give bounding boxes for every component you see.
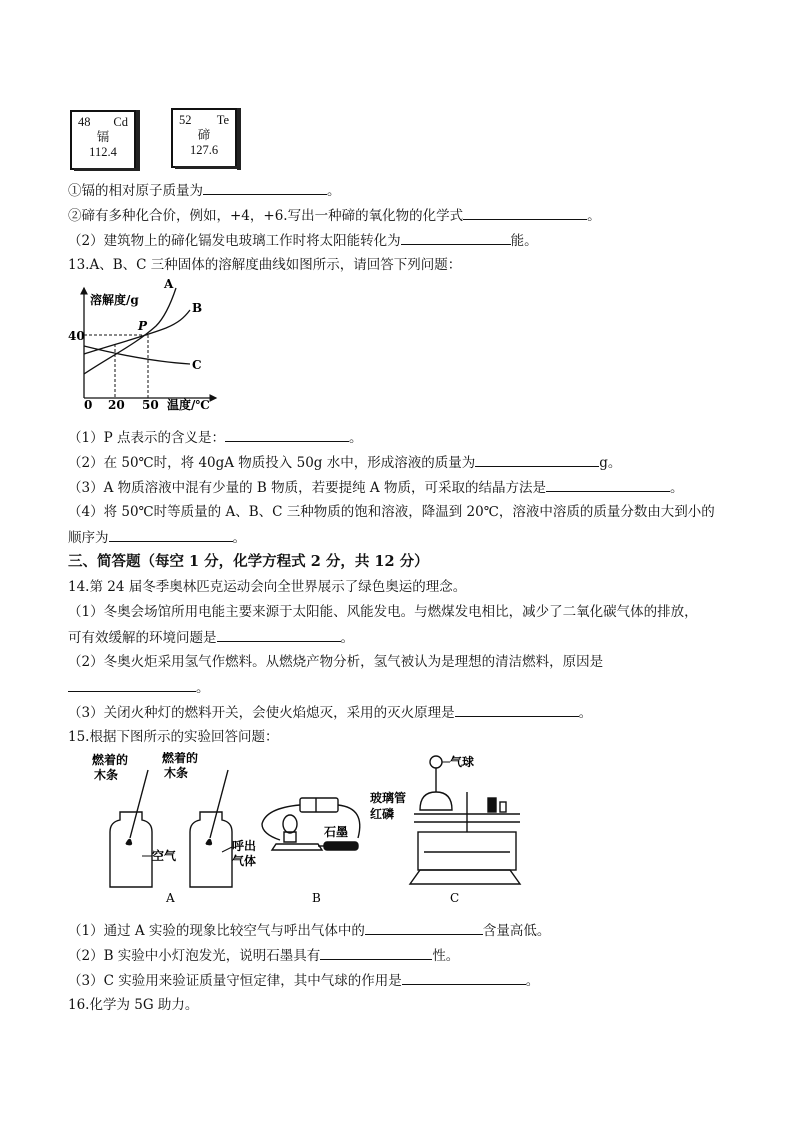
curve-b-label: B [192,301,203,315]
solubility-chart [66,278,226,414]
label-graphite: 石墨 [324,825,349,839]
q13-part-1: （1）P 点表示的含义是： 。 [68,427,362,448]
x-tick-0: 0 [84,398,93,412]
label-stick-1: 木条 [94,768,119,782]
answer-blank[interactable] [475,452,599,467]
q12-line-1: ①镉的相对原子质量为 。 [68,180,341,201]
answer-blank[interactable] [401,230,511,245]
element-symbol: Te [216,113,229,127]
bottle-air [110,812,152,887]
label-red-phosphorus: 红磷 [370,807,395,821]
card-shadow [175,166,241,169]
q13-intro: 13.A、B、C 三种固体的溶解度曲线如图所示，请回答下列问题： [68,257,462,273]
lamp-stand [272,844,322,850]
curve-c-label: C [192,358,202,372]
balloon-icon [430,756,442,768]
experiment-a [110,770,232,887]
element-name: 镉 [96,130,110,144]
answer-blank[interactable] [455,702,579,717]
y-axis-label: 溶解度/g [90,293,139,307]
q15-part-2: （2）B 实验中小灯泡发光，说明石墨具有 性。 [68,945,459,966]
experiment-c [410,756,520,884]
curve-b [84,310,190,354]
element-symbol: Cd [113,115,128,129]
q13-part-2: （2）在 50℃时，将 40gA 物质投入 50g 水中，形成溶液的质量为 g。 [68,452,621,473]
experiment-b [262,798,360,850]
q15-intro: 15.根据下图所示的实验回答问题： [68,729,279,745]
answer-blank[interactable] [546,477,670,492]
flame-icon [126,839,131,844]
q13-part-4a: （4）将 50℃时等质量的 A、B、C 三种物质的饱和溶液，降温到 20℃，溶液中溶质的质量分数由大到小的 [68,504,715,520]
label-burning-2: 燃着的 [162,752,199,765]
label-glass-tube: 玻璃管 [370,791,407,805]
q14-intro: 14.第 24 届冬季奥林匹克运动会向全世界展示了绿色奥运的理念。 [68,579,467,595]
q13-part-4b: 顺序为 。 [68,527,246,548]
q15-part-3: （3）C 实验用来验证质量守恒定律，其中气球的作用是 。 [68,970,539,991]
caption-a: A [166,891,175,905]
label-balloon: 气球 [450,755,475,769]
experiment-figure [90,752,540,908]
answer-blank[interactable] [463,205,587,220]
wire [262,805,300,840]
stick-2 [210,770,228,838]
section-3-title: 三、简答题（每空 1 分，化学方程式 2 分，共 12 分） [68,553,429,570]
weight-icon [500,802,506,812]
atomic-number: 48 [78,115,91,129]
q14-part-3: （3）关闭火种灯的燃料开关，会使火焰熄灭，采用的灭火原理是 。 [68,702,592,723]
flask [420,792,452,810]
card-shadow [237,108,241,170]
q15-part-1: （1）通过 A 实验的现象比较空气与呼出气体中的 含量高低。 [68,920,550,941]
card-shadow [74,168,140,171]
answer-blank[interactable] [109,527,233,542]
answer-blank[interactable] [402,970,526,985]
curve-a-label: A [164,278,174,291]
stick-1 [130,770,148,838]
x-tick-50: 50 [142,398,159,412]
bulb-icon [283,815,297,833]
element-name: 碲 [197,128,211,142]
balance-body [418,832,516,870]
answer-blank[interactable] [320,945,432,960]
atomic-mass: 127.6 [189,143,219,157]
label-air: 空气 [152,849,177,863]
balance-base [410,870,520,884]
label-exhaled-2: 气体 [232,854,257,868]
battery [300,798,338,812]
answer-blank[interactable] [225,427,349,442]
answer-blank[interactable] [365,920,483,935]
label-exhaled-1: 呼出 [232,839,257,853]
bottle-breath [190,812,232,887]
flame-icon [206,839,211,844]
answer-blank[interactable] [203,180,327,195]
point-p-label: P [138,319,148,333]
q12-line-2: ②碲有多种化合价，例如，+4，+6.写出一种碲的氧化物的化学式 。 [68,205,601,226]
q14-part-2a: （2）冬奥火炬采用氢气作燃料。从燃烧产物分析，氢气被认为是理想的清洁燃料，原因是 [68,654,604,670]
graphite-rod [324,842,358,850]
label-stick-2: 木条 [164,766,189,780]
caption-c: C [450,891,460,905]
caption-b: B [312,891,321,905]
q14-part-1b: 可有效缓解的环境问题是 。 [68,627,354,648]
atomic-mass: 112.4 [89,145,117,159]
q16-intro: 16.化学为 5G 助力。 [68,997,199,1013]
card-shadow [136,110,140,170]
q13-part-3: （3）A 物质溶液中混有少量的 B 物质，若要提纯 A 物质，可采取的结晶方法是 。 [68,477,683,498]
element-card-te [171,108,237,168]
pointer-breath [222,847,232,852]
atomic-number: 52 [179,113,192,127]
q14-part-2b: 。 [68,677,210,698]
x-tick-20: 20 [108,398,125,412]
answer-blank[interactable] [217,627,341,642]
weight-icon [488,798,496,812]
element-card-cd [70,110,136,170]
label-burning-1: 燃着的 [92,753,129,767]
x-axis-label: 温度/℃ [167,398,210,412]
q12-line-3: （2）建筑物上的碲化镉发电玻璃工作时将太阳能转化为 能。 [68,230,538,251]
answer-blank[interactable] [68,677,196,692]
y-tick-40: 40 [68,329,85,343]
q14-part-1a: （1）冬奥会场馆所用电能主要来源于太阳能、风能发电。与燃煤发电相比，减少了二氧化碳气体的排放， [68,604,698,620]
